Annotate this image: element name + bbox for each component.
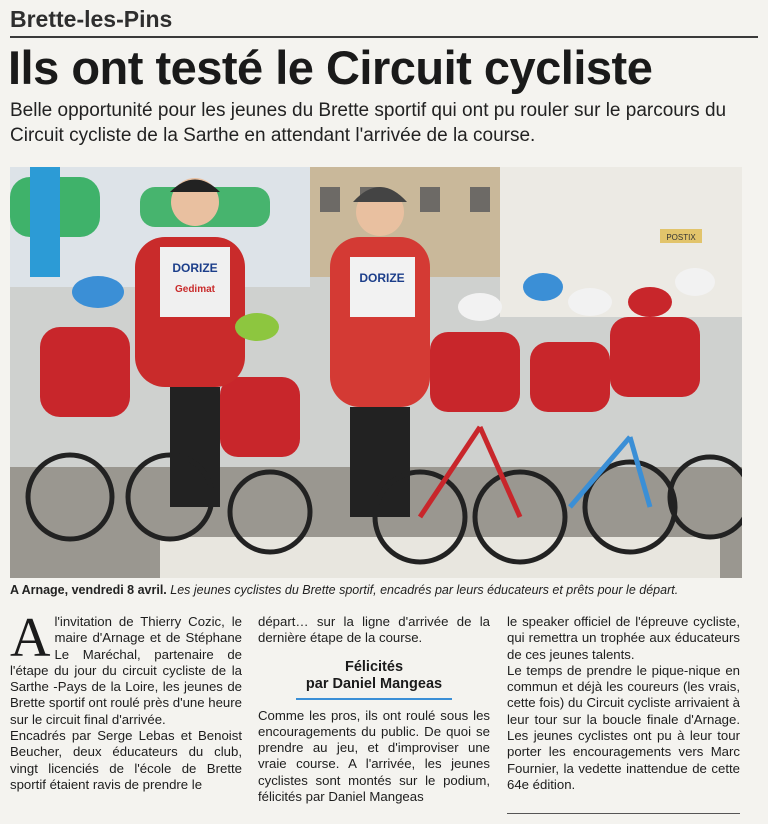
paragraph: l'invitation de Thierry Cozic, le maire d'Arnage et de Stéphane Le Maréchal, partenaire de l'étape du jour du circuit cycliste de la Sarthe -Pays de la Loire, les jeunes de Brette sportif ont roulé près d'une heure sur le circuit final d'arrivée. — [10, 614, 242, 727]
paragraph: Encadrés par Serge Lebas et Benoist Beucher, deux éducateurs du club, vingt licenciés de l'école de Brette sportif étaient ravis de prendre le — [10, 728, 242, 792]
jersey-sponsor-3: DORIZE — [359, 271, 405, 285]
paragraph: départ… sur la ligne d'arrivée de la dernière étape de la course. — [258, 614, 490, 646]
intertitle — [258, 659, 490, 693]
article-column-2 — [258, 614, 490, 805]
drop-cap: A — [10, 607, 51, 669]
intertitle-line-1: Félicités — [344, 658, 404, 675]
section-divider — [10, 36, 758, 38]
jersey-sponsor-1: DORIZE — [172, 261, 218, 275]
photo-caption — [10, 582, 758, 598]
jersey-sponsor-2: Gedimat — [174, 284, 216, 295]
truck-sign: POSTIX — [666, 233, 696, 242]
paragraph: Comme les pros, ils ont roulé sous les encouragements du public. De quoi se prendre au jeu, et d'improviser une vraie course. A l'arrivée, les jeunes cyclistes sont montés sur le podium, félicités par Daniel Mangeas — [258, 707, 490, 805]
article-column-1 — [10, 607, 242, 793]
article-headline: Ils ont testé le Circuit cycliste — [8, 41, 653, 94]
article-lead: Belle opportunité pour les jeunes du Brette sportif qui ont pu rouler sur le parcours du Circuit cycliste de la Sarthe en attendant l'arrivée de la course. — [10, 100, 727, 146]
intertitle-line-2: par Daniel Mangeas — [305, 675, 443, 692]
column-end-rule — [507, 813, 740, 814]
article-column-3 — [507, 614, 740, 793]
paragraph: le speaker officiel de l'épreuve cycliste, qui remettra un trophée aux éducateurs de ces jeunes talents. — [507, 614, 740, 662]
caption-lead: A Arnage, vendredi 8 avril. — [10, 583, 167, 597]
section-title: Brette-les-Pins — [10, 6, 173, 32]
article-photo — [10, 167, 742, 578]
caption-text: Les jeunes cyclistes du Brette sportif, encadrés par leurs éducateurs et prêts pour le départ. — [170, 583, 679, 597]
intertitle-divider — [296, 698, 452, 700]
paragraph: Le temps de prendre le pique-nique en commun et déjà les coureurs (les vrais, cette fois) du Circuit cycliste arrivaient à leur tour sur la boucle finale d'Arnage. Les jeunes cyclistes ont pu à leur tour porter les encouragements vers Marc Fournier, la vedette inattendue de cette 64e édition. — [507, 662, 740, 792]
